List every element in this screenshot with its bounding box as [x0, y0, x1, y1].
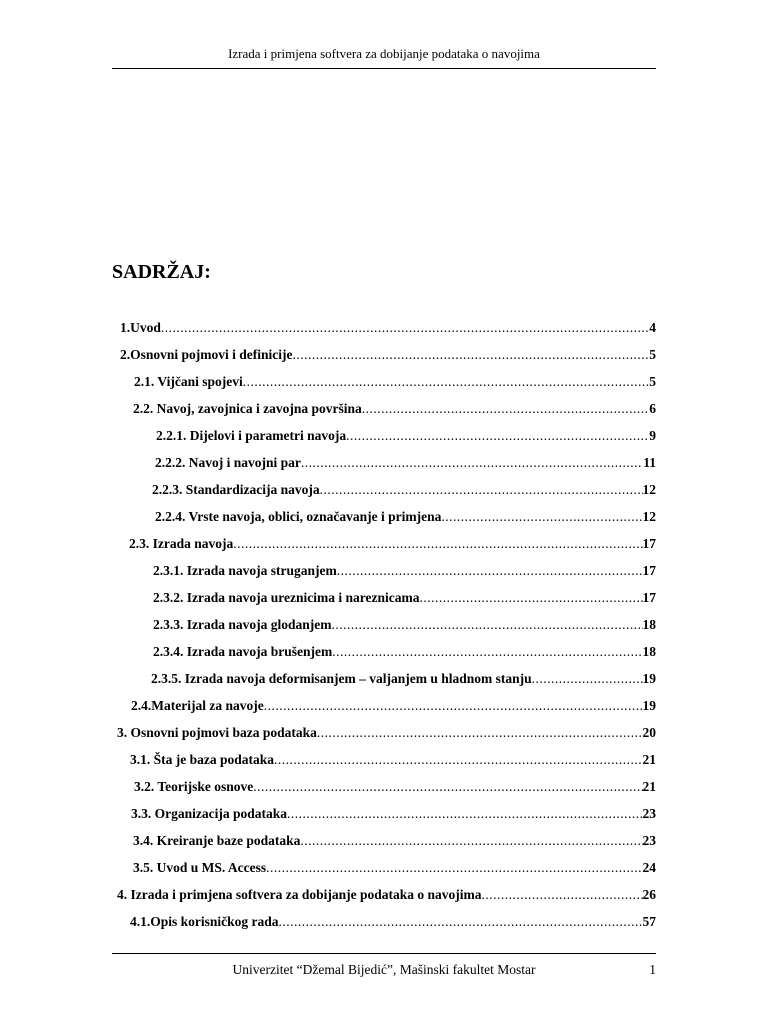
- toc-entry-2-3[interactable]: [129, 535, 656, 553]
- dot-leader: [301, 454, 643, 472]
- dot-leader: [274, 751, 642, 769]
- dot-leader: [320, 481, 643, 499]
- toc-entry-page: 23: [642, 833, 656, 848]
- toc-entry-2-3-2[interactable]: [153, 589, 656, 607]
- dot-leader: [253, 778, 642, 796]
- dot-leader: [362, 400, 650, 418]
- toc-entry-page: 18: [642, 617, 656, 632]
- toc-entry-label: 2.3. Izrada navoja: [129, 536, 234, 551]
- toc-entry-page: 21: [642, 752, 656, 767]
- toc-entry-page: 5: [649, 374, 656, 389]
- dot-leader: [279, 913, 643, 931]
- toc-entry-label: 3. Osnovni pojmovi baza podataka: [117, 725, 317, 740]
- toc-entry-label: 3.1. Šta je baza podataka: [130, 752, 275, 767]
- toc-entry-label: 2.3.3. Izrada navoja glodanjem: [153, 617, 332, 632]
- toc-entry-page: 23: [642, 806, 656, 821]
- dot-leader: [266, 859, 642, 877]
- toc-entry-label: 4. Izrada i primjena softvera za dobijanje podataka o navojima: [117, 887, 482, 902]
- toc-entry-2-3-3[interactable]: [153, 616, 656, 634]
- toc-entry-3[interactable]: [117, 724, 656, 742]
- toc-entry-label: 4.1.Opis korisničkog rada: [130, 914, 279, 929]
- toc-entry-page: 5: [649, 347, 656, 362]
- toc-entry-3-1[interactable]: [130, 751, 656, 769]
- dot-leader: [346, 427, 649, 445]
- toc-entry-3-2[interactable]: [134, 778, 656, 796]
- toc-entry-2-3-4[interactable]: [153, 643, 656, 661]
- toc-entry-3-5[interactable]: [133, 859, 656, 877]
- toc-entry-label: 2.Osnovni pojmovi i definicije: [120, 347, 293, 362]
- toc-entry-label: 2.2.3. Standardizacija navoja: [152, 482, 320, 497]
- toc-entry-4[interactable]: [117, 886, 656, 904]
- toc-entry-1-uvod[interactable]: [120, 319, 656, 337]
- toc-entry-2-2-1[interactable]: [156, 427, 656, 445]
- toc-entry-2-2-4[interactable]: [155, 508, 656, 526]
- toc-entry-page: 17: [642, 563, 656, 578]
- toc-entry-label: 2.2.4. Vrste navoja, oblici, označavanje i primjena: [155, 509, 442, 524]
- header-title: Izrada i primjena softvera za dobijanje podataka o navojima: [228, 46, 540, 61]
- dot-leader: [287, 805, 642, 823]
- footer-page-number: 1: [649, 962, 656, 977]
- toc-entry-label: 2.4.Materijal za navoje: [131, 698, 264, 713]
- toc-entry-page: 19: [642, 671, 656, 686]
- toc-entry-page: 6: [649, 401, 656, 416]
- toc-entry-label: 1.Uvod: [120, 320, 161, 335]
- toc-entry-page: 11: [643, 455, 656, 470]
- toc-entry-page: 20: [642, 725, 656, 740]
- toc-entry-2-2-3[interactable]: [152, 481, 656, 499]
- dot-leader: [264, 697, 643, 715]
- dot-leader: [293, 346, 650, 364]
- dot-leader: [332, 616, 643, 634]
- toc-entry-label: 2.3.5. Izrada navoja deformisanjem – valjanjem u hladnom stanju: [151, 671, 532, 686]
- toc-entry-page: 9: [649, 428, 656, 443]
- dot-leader: [441, 508, 642, 526]
- dot-leader: [532, 670, 643, 688]
- toc-entry-page: 26: [642, 887, 656, 902]
- footer-institution: Univerzitet “Džemal Bijedić”, Mašinski fakultet Mostar: [232, 962, 536, 977]
- dot-leader: [419, 589, 642, 607]
- toc-entry-2-3-1[interactable]: [153, 562, 656, 580]
- toc-entry-3-3[interactable]: [131, 805, 656, 823]
- toc-entry-label: 2.2. Navoj, zavojnica i zavojna površina: [133, 401, 362, 416]
- toc-entry-page: 12: [642, 509, 656, 524]
- toc-entry-page: 18: [642, 644, 656, 659]
- dot-leader: [482, 886, 643, 904]
- toc-entry-label: 2.3.2. Izrada navoja ureznicima i nareznicama: [153, 590, 420, 605]
- toc-entry-2-1[interactable]: [134, 373, 656, 391]
- dot-leader: [233, 535, 642, 553]
- toc-entry-2[interactable]: [120, 346, 656, 364]
- toc-entry-3-4[interactable]: [133, 832, 656, 850]
- dot-leader: [337, 562, 643, 580]
- toc-entry-page: 57: [642, 914, 656, 929]
- dot-leader: [317, 724, 643, 742]
- dot-leader: [243, 373, 649, 391]
- toc-entry-page: 17: [642, 536, 656, 551]
- toc-entry-label: 2.2.1. Dijelovi i parametri navoja: [156, 428, 347, 443]
- toc-entry-label: 3.2. Teorijske osnove: [134, 779, 254, 794]
- toc-entry-page: 4: [649, 320, 656, 335]
- toc-entry-2-2[interactable]: [133, 400, 656, 418]
- toc-title: SADRŽAJ:: [112, 261, 211, 283]
- toc-entry-page: 21: [642, 779, 656, 794]
- toc-entry-2-2-2[interactable]: [155, 454, 656, 472]
- toc-entry-4-1[interactable]: [130, 913, 656, 931]
- footer-divider: [112, 953, 656, 954]
- toc-entry-2-4[interactable]: [131, 697, 656, 715]
- dot-leader: [300, 832, 642, 850]
- toc-entry-label: 3.3. Organizacija podataka: [131, 806, 288, 821]
- dot-leader: [332, 643, 642, 661]
- toc-entry-label: 2.2.2. Navoj i navojni par: [155, 455, 301, 470]
- toc-entry-label: 3.5. Uvod u MS. Access: [133, 860, 267, 875]
- toc-entry-page: 24: [642, 860, 656, 875]
- toc-entry-label: 2.3.1. Izrada navoja struganjem: [153, 563, 337, 578]
- toc-entry-label: 2.1. Vijčani spojevi: [134, 374, 243, 389]
- toc-entry-label: 3.4. Kreiranje baze podataka: [133, 833, 301, 848]
- toc-entry-2-3-5[interactable]: [151, 670, 656, 688]
- toc-entry-label: 2.3.4. Izrada navoja brušenjem: [153, 644, 333, 659]
- toc-entry-page: 17: [642, 590, 656, 605]
- toc-entry-page: 12: [642, 482, 656, 497]
- toc-entry-page: 19: [642, 698, 656, 713]
- dot-leader: [161, 319, 649, 337]
